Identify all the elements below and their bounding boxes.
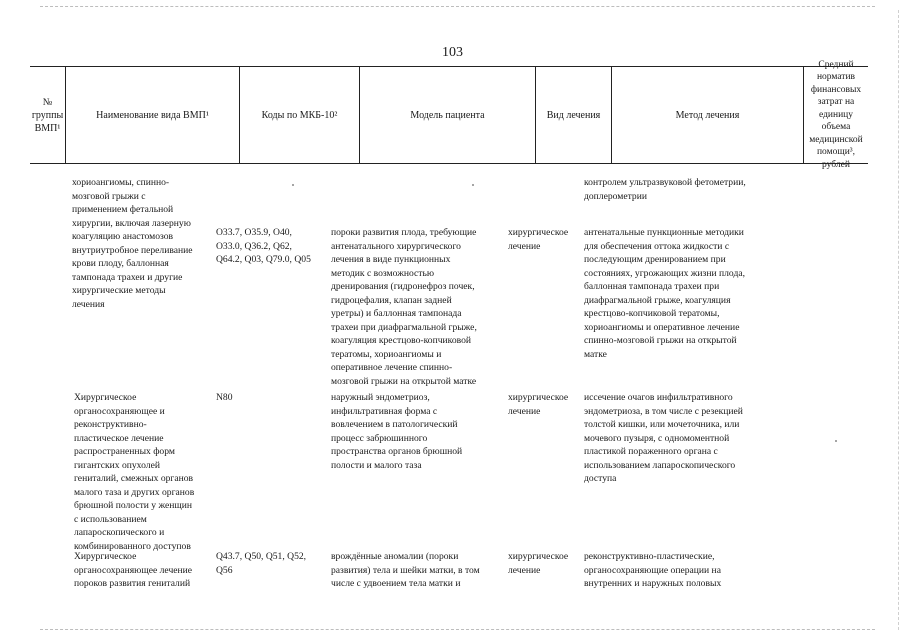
row2-icd-codes: N80 [216, 392, 233, 403]
table-header [30, 59, 868, 170]
row1-method-continuation: контролем ультразвуковой фетометрии, доплерометрии [584, 177, 746, 202]
scan-speck [835, 440, 837, 442]
row3-icd-codes: Q43.7, Q50, Q51, Q52, Q56 [216, 551, 307, 576]
row3-patient-model: врождённые аномалии (пороки развития) тела и шейки матки, в том числе с удвоением тела матки и [331, 551, 480, 589]
header-group-number: № группы ВМП¹ [30, 67, 66, 163]
row1-icd-codes: O33.7, O35.9, O40, O33.0, Q36.2, Q62, Q64.2, Q03, Q79.0, Q05 [216, 227, 311, 265]
header-icd-codes: Коды по МКБ-10² [240, 67, 360, 163]
row3-treatment-type: хирургическое лечение [508, 551, 569, 576]
header-treatment-method: Метод лечения [612, 67, 804, 163]
scan-speck [292, 184, 294, 186]
row3-treatment-method: реконструктивно-пластические, органосохраняющие операции на внутренних и наружных половых [584, 551, 722, 589]
scan-edge-bottom [40, 629, 875, 630]
row1-treatment-method: антенатальные пункционные методики для обеспечения оттока жидкости с последующим дренированием при состояниях, угрожающих жизни плода, баллонная тампонада трахеи при диафрагмальной грыже, коагуляция крестцово-копчиковой тератомы, хориоангиомы и оперативное лечение спинно-мозговой грыжи на открытой матке [584, 227, 745, 360]
scan-edge-top [40, 6, 875, 7]
row3-vmp-name: Хирургическое органосохраняющее лечение пороков развития гениталий [74, 551, 193, 589]
row2-vmp-name: Хирургическое органосохраняющее и реконструктивно- пластическое лечение распространенных форм гигантских опухолей гениталий, смежных органов малого таза и других органов брюшной полости у женщин с использованием лапароскопического и комбинированного доступов [74, 392, 195, 552]
header-treatment-type: Вид лечения [536, 67, 612, 163]
row2-patient-model: наружный эндометриоз, инфильтративная форма с вовлечением в патологический процесс забрюшинного пространства органов брюшной полости и малого таза [331, 392, 463, 471]
row2-treatment-method: иссечение очагов инфильтративного эндометриоза, в том числе с резекцией толстой кишки, или мочеточника, или мочевого пузыря, с одномоментной пластикой пораженного органа с использованием лапароскопического доступа [584, 392, 743, 484]
scan-edge-right [898, 10, 899, 630]
row2-treatment-type: хирургическое лечение [508, 392, 569, 417]
header-vmp-name: Наименование вида ВМП¹ [66, 67, 240, 163]
header-patient-model: Модель пациента [360, 67, 536, 163]
header-average-cost: Средний норматив финансовых затрат на единицу объема медицинской помощи³, рублей [809, 59, 863, 170]
row1-treatment-type: хирургическое лечение [508, 227, 569, 252]
row1-patient-model: пороки развития плода, требующие антенатального хирургического лечения в виде пункционных методик с возможностью дренирования (гидронефроз почек, гидроцефалия, клапан задней уретры) и баллонная тампонада трахеи при диафрагмальной грыже, коагуляция крестцово-копчиковой тератомы, хориоангиомы и оперативное лечение спинно- мозговой грыжи на открытой матке [331, 227, 477, 387]
row1-vmp-name: хориоангиомы, спинно- мозговой грыжи с применением фетальной хирургии, включая лазерную коагуляцию анастомозов внутриутробное переливание крови плоду, баллонная тампонада трахеи и другие хирургические методы лечения [72, 177, 193, 310]
scan-speck [472, 184, 474, 186]
page-number: 103 [442, 45, 463, 60]
